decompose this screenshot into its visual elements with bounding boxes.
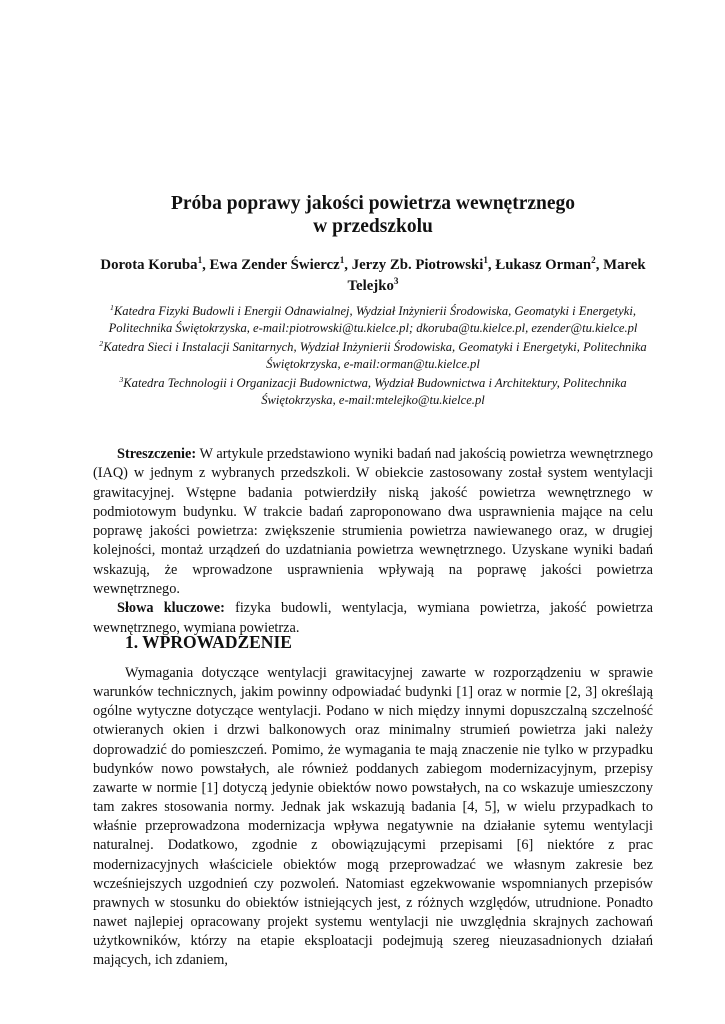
abstract-text: W artykule przedstawiono wyniki badań nad jakością powietrza wewnętrznego (IAQ) w jednym z wybranych przedszkoli. W obiekcie zastosowany został system wentylacji grawitacyjnej. Wstępne badania potwierdziły niską jakość powietrza wewnętrznego w podmiotowym budynku. W trakcie badań zaproponowano dwa usprawnienia mające na celu poprawę jakości powietrza: zwiększenie strumienia powietrza nawiewanego oraz, w drugiej kolejności, montaż urządzeń do uzdatniania powietrza wewnętrznego. Uzyskane wyniki badań wskazują, że wprowadzone usprawnienia wpływają na poprawę jakości powietrza wewnętrznego. <box>93 446 653 598</box>
abstract-label: Streszczenie: <box>117 446 197 462</box>
author-name: Łukasz Orman <box>495 257 592 273</box>
author-name: Ewa Zender Świercz <box>209 257 340 273</box>
paper-title <box>93 192 653 238</box>
section-body <box>93 664 653 971</box>
affiliations <box>93 303 653 411</box>
affiliation-text: Katedra Sieci i Instalacji Sanitarnych, Wydział Inżynierii Środowiska, Geomatyki i Energetyki, Politechnika Świętokrzyska, e-mail:orman@tu.kielce.pl <box>103 340 647 371</box>
abstract-block <box>93 445 653 638</box>
author-affiliation-mark: 1 <box>483 255 488 266</box>
title-line-1: Próba poprawy jakości powietrza wewnętrznego <box>170 193 575 214</box>
affiliation-2 <box>93 339 653 373</box>
affiliation-text: Katedra Fizyki Budowli i Energii Odnawialnej, Wydział Inżynierii Środowiska, Geomatyki i Energetyki, Politechnika Świętokrzyska, e-mail:piotrowski@tu.kielce.pl; dkoruba@tu.kielce.pl, ezender@tu.kielce.pl <box>108 304 638 335</box>
keywords-label: Słowa kluczowe: <box>117 600 225 617</box>
author-name: Jerzy Zb. Piotrowski <box>351 257 484 273</box>
affiliation-number: 3 <box>119 374 124 384</box>
author-affiliation-mark: 1 <box>339 255 345 266</box>
author-name: Marek Telejko <box>347 257 646 294</box>
title-line-2: w przedszkolu <box>313 216 433 237</box>
author-name: Dorota Koruba <box>100 257 198 273</box>
affiliation-number: 1 <box>109 302 114 312</box>
author-affiliation-mark: 2 <box>591 255 596 266</box>
author-affiliation-mark: 1 <box>197 255 203 266</box>
section-heading: 1. WPROWADZENIE <box>125 632 292 652</box>
affiliation-text: Katedra Technologii i Organizacji Budownictwa, Wydział Budownictwa i Architektury, Politechnika Świętokrzyska, e-mail:mtelejko@tu.kielce.pl <box>123 376 627 407</box>
author-affiliation-mark: 3 <box>393 276 399 287</box>
body-paragraph: Wymagania dotyczące wentylacji grawitacyjnej zawarte w rozporządzeniu w sprawie warunków technicznych, jakim powinny odpowiadać budynki [1] oraz w normie [2, 3] określają ogólne wytyczne dotyczące wentylacji. Podano w nich między innymi dopuszczalną szczelność otwieranych okien i drzwi balkonowych oraz minimalny strumień powietrza jaki należy doprowadzić do pomieszczeń. Pomimo, że wymagania te mają znaczenie nie tylko w przypadku budynków nowo powstałych, ale również poddanych zabiegom modernizacyjnym, przepisy zawarte w normie [1] dotyczą jedynie obiektów nowo powstałych, na co wskazuje umieszczony tam zakres stosowania normy. Jednak jak wskazują badania [4, 5], w wielu przypadkach to właśnie przeprowadzona modernizacja wpływa negatywnie na działanie sytemu wentylacji naturalnej. Dodatkowo, zgodnie z obowiązującymi przepisami [6] niektóre z prac modernizacyjnych właściciele obiektów mogą przeprowadzać we własnym zakresie bez wcześniejszych uzgodnień czy pozwoleń. Natomiast egzekwowanie wspomnianych przepisów prawnych w stosunku do obiektów istniejących jest, z różnych względów, utrudnione. Ponadto nawet najlepiej opracowany projekt systemu wentylacji nie uwzględnia skrajnych zachowań użytkowników, którzy na etapie eksploatacji podejmują szereg nieuzasadnionych działań mających, ich zdaniem, <box>93 665 653 969</box>
author-list: Dorota Koruba$^1$, Ewa Zender Świercz$^1$, Jerzy Zb. Piotrowski$^1$, Łukasz Orman$^2$, Marek Telejko$^3$ <box>100 255 646 294</box>
affiliation-1 <box>93 303 653 337</box>
keywords-text: fizyka budowli, wentylacja, wymiana powietrza, jakość powietrza wewnętrznego, wymiana powietrza. <box>93 600 654 636</box>
affiliation-number: 2 <box>99 338 104 348</box>
abstract-paragraph <box>93 445 653 599</box>
affiliation-3 <box>93 375 653 409</box>
